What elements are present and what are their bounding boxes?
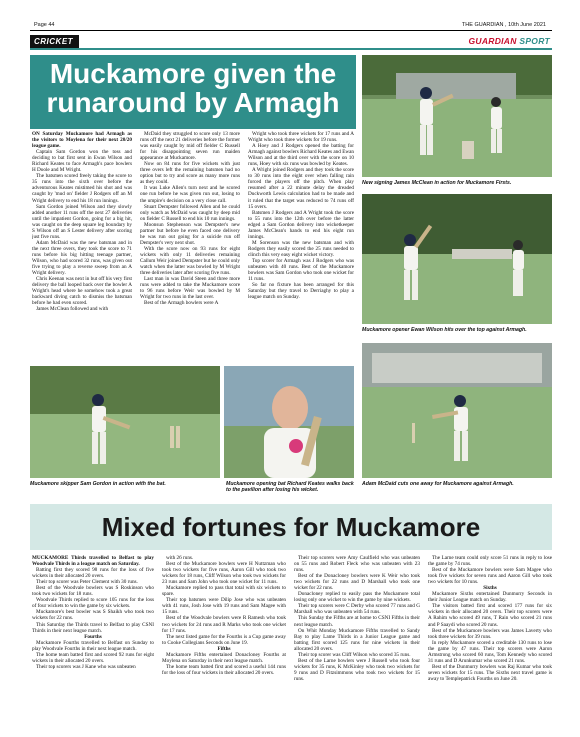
story2-column-4 [428, 555, 552, 725]
photo-adam-mcdaid [362, 343, 552, 478]
paragraph: A Hoey and J Rodgers opened the batting for Armagh against bowlers Richard Keates and Ewan Wilson and at the third over with the score on 10 runs, Hoey with six runs was bowled by Keates. [248, 143, 354, 168]
paragraph: Muckamore Fourths travelled to Belfast on Sunday to play Woodvale Fourths in their next league match. [32, 639, 154, 652]
player-portrait-image [224, 366, 354, 478]
story2-column-3 [294, 555, 420, 725]
paragraph: A Wright joined Rodgers and they took the score to 30 runs into the eight over when falling rain forced the players off the pitch. When play resumed after a 22 minute delay the dreaded Duckworth Lewis calculation had to be made and it ruled that the target was reduced to 74 runs off 15 overs. [248, 167, 354, 210]
lead-paragraph: ON Saturday Muckamore had Armagh as the visitors to Moylena for their next 20/20 league game. [32, 131, 132, 150]
subheading: Fifths [217, 645, 231, 652]
paragraph: M Sorenson was the new batsman and with Rodgers they easily scored the 25 runs needed to clinch this very easy eight wicket victory. [248, 239, 354, 258]
photo-james-mcclean [362, 55, 552, 177]
section-rule [30, 48, 552, 50]
story2-column-2 [162, 555, 286, 725]
story1-column-3 [248, 131, 354, 363]
guardian-sport-logo: GUARDIAN SPORT [468, 36, 550, 46]
paragraph: Donacloney replied to easily pass the Muckamore total losing only one wicket to win the game by nine wickets. [294, 591, 420, 604]
story2-column-1 [32, 555, 154, 725]
paragraph: Best of the Donacloney bowlers were K Weir who took two wickets for 22 runs and D Marshall who took one wicket for 22 runs. [294, 573, 420, 592]
caption-mcclean: New signing James McClean in action for Muckamore Firsts. [362, 180, 512, 186]
paragraph: The batsmen scored freely taking the score to 35 runs into the sixth over before the adventurous Keates mistimed his shot and was caught by 'mud on' fielder J Rodgers off an M Wright delivery to end his 18 run innings. [32, 173, 132, 204]
paragraph: Best of the Woodvale bowlers was S Roskinson who took two wickets for 18 runs. [32, 585, 154, 598]
photo-ewan-wilson [362, 194, 552, 324]
paragraph: Chris Keenan was next in but off his very first delivery the ball looped back over the bowler A Wright's head where he somehow took a great backward diving catch to dismiss the batsman before he had even scored. [32, 276, 132, 307]
paragraph: Muckamore replied to pass that total with six wickets to spare. [162, 585, 286, 598]
batting-scene-image [362, 194, 552, 324]
paragraph: Moonsun Stephenson was Dempster's new partner but before he even faced one delivery he was run out going for a suicide run off Dempster's very next shot. [140, 221, 240, 246]
paragraph: Their top scorers was J Kane who was unbeaten [36, 663, 136, 670]
paragraph: Best of the Muckamore bowlers were Sam Magee who took five wickets for seven runs and Aaron Gill who took two wickets for 10 runs. [428, 567, 552, 586]
section-tab: CRICKET [30, 35, 79, 48]
subheading: Sixths [483, 585, 497, 592]
paragraph: Their top scorer was Peter Clement with 30 runs. [36, 579, 138, 586]
paragraph: with 26 runs. [166, 555, 194, 561]
paragraph: Stuart Dempster followed Allen and he could only watch as McDaid was caught by deep mid on fielder C Russell to end his 10 run innings. [140, 203, 240, 222]
batting-scene-image [362, 343, 552, 478]
story1-column-2 [140, 131, 240, 363]
headline-line-1: Muckamore given the [49, 58, 337, 89]
paragraph: Their top scorers were Amy Caulfield who was unbeaten on 55 runs and Robert Fleck who was unbeaten with 23 runs. [294, 555, 420, 574]
caption-mcdaid: Adam McDaid cuts one away for Muckamore against Armagh. [362, 481, 514, 487]
paragraph: This Saturday the Thirds travel to Belfast to play CSNI Thirds in their next league match. [32, 621, 154, 634]
photo-richard-keates [224, 366, 354, 478]
story2-headline: Mixed fortunes for Muckamore [30, 504, 552, 550]
headline-line-2: runaround by Armagh [46, 87, 340, 118]
paragraph: McDaid they struggled to score only 13 more runs off the next 21 deliveries before the former was easily caught by mid off fielder C Russell for his disappointing seven run maiden appearance at Muckamore. [140, 131, 240, 162]
paragraph: James McClean followed and with [36, 306, 109, 313]
paragraph: The next listed game for the Fourths is a Cup game away to Cooke Collegians Seconds on June 19. [162, 633, 286, 646]
paragraph: Best of the Larne bowlers were J Russell who took four wickets for 35 runs, K McKinley who took two wickets for 9 runs and D Fitzsimmons who took two wickets for 15 runs. [294, 657, 420, 682]
paragraph: So far no fixture has been arranged for this Saturday but they travel to Derriaghy to play a league match on Sunday. [248, 282, 354, 301]
issue-date: THE GUARDIAN , 10th June 2021 [461, 22, 546, 28]
paragraph: Batsmen J Rodgers and A Wright took the score to 55 runs into the 12th over before the latter edged a Sam Gordon delivery into wicketkeeper James McClean's hands to end his eight run innings. [248, 209, 354, 240]
paragraph: Sam Gordon joined Wilson and they slowly added another 11 runs off the next 27 deliveries until the impatient Gordon, going for a big hit, was caught on the deep square leg boundary by S Wilson off an S Lester delivery after scoring just five runs. [32, 203, 132, 240]
paragraph: Muckamore's best bowler was S Shaikh who took two wickets for 22 runs. [32, 609, 154, 622]
paragraph: This Sunday the Fifths are at home to CSNI Fifths in their next league match. [294, 615, 420, 628]
paragraph: Best of the Woodvale bowlers were R Ramesh who took two wickets for 24 runs and R Marks who took one wicket for 17 runs. [162, 615, 286, 634]
header-rule [30, 30, 552, 31]
page-number: Page 44 [34, 22, 55, 28]
photo-sam-gordon [30, 366, 220, 478]
batting-scene-image [30, 366, 220, 478]
paragraph: Best of the Armagh bowlers were A [144, 300, 219, 307]
paragraph: Best of the Muckamore bowlers was James Laverty who took three wickets for 39 runs. [428, 627, 552, 640]
paragraph: Their top scorers were C Derby who scored 77 runs and G Marshall who was unbeaten with 54 runs. [294, 603, 420, 616]
paragraph: Wright who took three wickets for 17 runs and A Wright who took three wickets for 19 runs. [248, 131, 354, 144]
caption-keates: Muckamore opening bat Richard Keates walks back to the pavilion after losing his wicket. [226, 481, 354, 493]
lead-paragraph: MUCKAMORE Thirds travelled to Belfast to play Woodvale Thirds in a league match on Saturday. [32, 555, 154, 568]
paragraph: Best of the Dunmurry bowlers was Raj Kumar who took seven wickets for 15 runs. The Sixths next travel game is away to Templepatrick Fourths on June 20. [428, 663, 552, 682]
paragraph: With the score now on 93 runs for eight wickets with only 11 deliveries remaining Callum Weir joined Dempster but he could only watch when the latter was bowled by M Wright three deliveries later after scoring five runs. [140, 245, 240, 277]
paragraph: Muckamore Fifths entertained Donacloney Fourths at Moylena on Saturday in their next league match. [162, 651, 286, 664]
caption-wilson: Muckamore opener Ewan Wilson hits over the top against Armagh. [362, 327, 527, 333]
story1-column-1 [32, 131, 132, 359]
paragraph: The home team batted first and scored a useful 144 runs for the loss of four wickets in their allocated 20 overs. [162, 663, 286, 676]
paragraph: On Whit Monday Muckamore Fifths travelled to Sandy Bay to play Lame Thirds in a Junior League game and batting first scored 125 runs for nine wickets in their allocated 20 overs. [294, 627, 420, 652]
paragraph: In reply Muckamore scored a creditable 130 runs to lose the game by 47 runs. Their top scorers were Aaron Armstrong who scored 60 runs, Tom Kennedy who scored 31 runs and D Arunkumar who scored 21 runs. [428, 639, 552, 664]
paragraph: Captain Sam Gordon won the toss and deciding to bat first sent in Ewan Wilson and Richard Keates to face Armagh's pace bowlers H Doole and M Wright. [32, 149, 132, 174]
paragraph: Woodvale Thirds replied to score 105 runs for the loss of four wickets to win the game by six wickets. [32, 597, 154, 610]
paragraph: The visitors batted first and scored 177 runs for six wickets in their allocated 20 overs. Their top scorers were A Rahim who scored 49 runs, T Rain who scored 21 runs and P Saaydi who scored 20 runs. [428, 603, 552, 628]
paragraph: Their top batsmen were Dilip Jose who was unbeaten with 41 runs, Josh Jose with 19 runs and Sam Magee with 15 runs. [162, 597, 286, 616]
paragraph: Muckamore Sixths entertained Dunmurry Seconds in their Junior League match on Sunday. [428, 591, 552, 604]
paragraph: Top scorer for Armagh was J Rodgers who was unbeaten with 40 runs. Best of the Muckamore bowlers was Sam Gordon who took one wicket for 11 runs. [248, 257, 354, 283]
paragraph: The home team batted first and scored 92 runs for eight wickets in their allocated 20 overs. [32, 651, 154, 664]
batting-scene-image [362, 55, 552, 177]
paragraph: Last man in was David Steen and three more runs were added to take the Muckamore score to 96 runs before Weir was bowled by M Wright for two runs in the last over. [140, 276, 240, 301]
paragraph: It was Luke Allen's turn next and he scored one run before he was given run out, losing to the umpire's decision on a very close call. [140, 185, 240, 204]
paragraph: Now on 84 runs for five wickets with just three overs left the remaining batsmen had no option but to try and score as many more runs as they could. [140, 161, 240, 186]
paragraph: The Larne team could only score 51 runs in reply to lose the game by 74 runs. [428, 555, 552, 568]
paragraph: Batting first they scored 98 runs for the loss of five wickets in their allocated 20 overs. [32, 567, 154, 580]
caption-gordon: Muckamore skipper Sam Gordon in action with the bat. [30, 481, 166, 487]
subheading: Fourths [84, 633, 102, 640]
paragraph: Best of the Muckamore bowlers were H Nuttzman who took two wickets for five runs, Aaron Gill who took two wickets for 18 runs, Cliff Wilson who took two wickets for 23 runs and Sam John who took one wicket for 11 runs. [162, 561, 286, 586]
story1-headline [30, 55, 356, 129]
paragraph: Their top scorer was Cliff Wilson who scored 35 runs. [298, 651, 411, 658]
paragraph: Adam McDaid was the new batsman and in the next three overs, they took the score to 71 runs before his big hitting teenage partner, Wilson, who had scored 32 runs, was given out five trying to play a reverse sweep from an A Wright delivery. [32, 239, 132, 277]
